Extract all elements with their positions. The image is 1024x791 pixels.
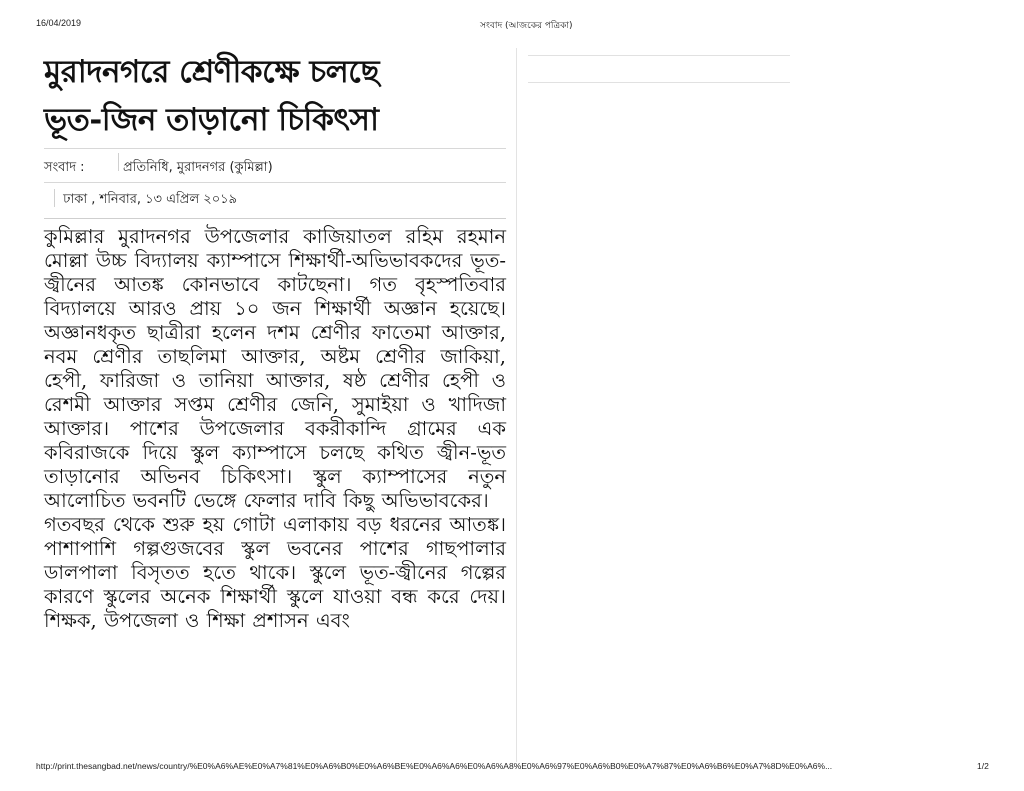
paragraph: গতবছর থেকে শুরু হয় গোটা এলাকায় বড় ধরনের আতঙ্ক। পাশাপাশি গল্পগুজবের স্কুল ভবনের পাশের গাছপালার ডালপালা বিসৃতত হতে থাকে। স্কুলে ভূত-জ্বীনের গল্পের কারণে স্কুলের অনেক শিক্ষার্থী স্কুলে যাওয়া বন্ধ করে দেয়। শিক্ষক, উপজেলা ও শিক্ষা প্রশাসন এবং <box>44 513 506 632</box>
byline <box>44 148 506 182</box>
byline-author: প্রতিনিধি, মুরাদনগর (কুমিল্লা) <box>123 160 273 175</box>
print-url: http://print.thesangbad.net/news/country/%E0%A6%AE%E0%A7%81%E0%A6%B0%E0%A6%BE%E0%A6%A6%E0%A6%A8%E0%A6%97%E0%A6%B0%E0%A7%87%E0%A6%B6%E0%A7%8D%E0%A6%... <box>36 761 833 771</box>
print-date: 16/04/2019 <box>36 18 82 28</box>
dateline-text: ঢাকা , শনিবার, ১৩ এপ্রিল ২০১৯ <box>63 192 238 207</box>
article <box>44 48 506 633</box>
column-divider <box>516 48 517 762</box>
dateline-divider <box>54 189 55 207</box>
paragraph: কুমিল্লার মুরাদনগর উপজেলার কাজিয়াতল রহিম রহমান মোল্লা উচ্চ বিদ্যালয় ক্যাম্পাসে শিক্ষার্থী-অভিভাবকদের ভূত-জ্বীনের আতঙ্ক কোনভাবে কাটছেনা। গত বৃহস্পতিবার বিদ্যালয়ে আরও প্রায় ১০ জন শিক্ষার্থী অজ্ঞান হয়েছে। অজ্ঞানধকৃত ছাত্রীরা হলেন দশম শ্রেণীর ফাতেমা আক্তার, নবম শ্রেণীর তাছলিমা আক্তার, অষ্টম শ্রেণীর জাকিয়া, হেপী, ফারিজা ও তানিয়া আক্তার, ষষ্ঠ শ্রেণীর হেপী ও রেশমী আক্তার সপ্তম শ্রেণীর জেনি, সুমাইয়া ও খাদিজা আক্তার। পাশের উপজেলার বকরীকান্দি গ্রামের এক কবিরাজকে দিয়ে স্কুল ক্যাম্পাসে চলছে কথিত জ্বীন-ভূত তাড়ানোর অভিনব চিকিৎসা। স্কুল ক্যাম্পাসের নতুন আলোচিত ভবনটি ভেঙ্গে ফেলার দাবি কিছু অভিভাবকের। <box>44 225 506 512</box>
byline-divider <box>118 153 119 171</box>
byline-label: সংবাদ : <box>44 160 85 175</box>
article-body <box>44 218 506 633</box>
headline-line-1: মুরাদনগরে শ্রেণীকক্ষে চলছে <box>44 54 380 90</box>
headline-line-2: ভূত-জিন তাড়ানো চিকিৎসা <box>44 102 379 138</box>
sidebar-rule <box>528 82 790 83</box>
page-number: 1/2 <box>977 761 989 771</box>
sidebar-rule <box>528 55 790 56</box>
dateline <box>44 182 506 216</box>
article-headline <box>44 48 506 144</box>
print-page-title: সংবাদ (আজকের পত্রিকা) <box>480 21 573 31</box>
